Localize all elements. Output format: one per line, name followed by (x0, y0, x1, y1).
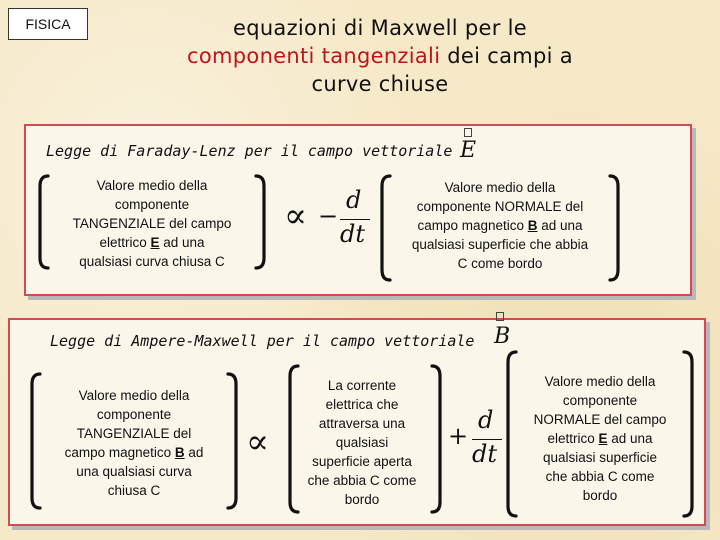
left-bracket-icon (36, 174, 50, 270)
left-bracket-icon (28, 372, 42, 510)
operator-sign: + (448, 422, 469, 450)
faraday-left-text (52, 176, 252, 271)
text-line: componente (562, 393, 638, 408)
text-line: Valore medio della (444, 180, 556, 195)
minus-time-derivative (318, 186, 378, 250)
text-fragment: campo magnetico (417, 218, 528, 233)
text-line (390, 216, 610, 235)
text-line (514, 429, 686, 448)
text-line: bordo (344, 492, 380, 507)
ampere-panel (8, 318, 706, 526)
right-bracket-icon (430, 364, 444, 514)
vector-b-label: B (527, 218, 538, 233)
text-line: TANGENZIALE del campo (72, 216, 232, 231)
ampere-vector-symbol: B (494, 324, 511, 349)
text-fragment: ad una (537, 218, 583, 233)
text-line: attraversa una (318, 416, 406, 431)
plus-time-derivative (448, 406, 508, 470)
text-fragment: ad una (607, 431, 653, 446)
proportional-symbol: ∝ (246, 422, 270, 462)
text-fragment: campo magnetico (64, 445, 175, 460)
subject-tag: FISICA (8, 8, 88, 40)
text-line: C come bordo (457, 256, 543, 271)
ampere-heading: Legge di Ampere-Maxwell per il campo vettoriale (50, 332, 475, 350)
text-line: La corrente (327, 378, 397, 393)
text-fragment: elettrico (547, 431, 599, 446)
faraday-heading: Legge di Faraday-Lenz per il campo vettoriale (46, 142, 453, 160)
text-line: superficie aperta (312, 454, 412, 469)
vector-b-label: B (174, 445, 185, 460)
text-line: qualsiasi superficie (542, 450, 658, 465)
text-line: TANGENZIALE del (76, 426, 192, 441)
text-fragment: ad (184, 445, 204, 460)
derivative-denominator: dt (472, 440, 498, 468)
vector-arrow-icon (464, 128, 472, 137)
text-fragment: ad una (159, 235, 205, 250)
vector-e-label: E (150, 235, 160, 250)
proportional-symbol: ∝ (284, 196, 308, 236)
right-bracket-icon (254, 174, 268, 270)
slide-title (150, 14, 610, 98)
derivative-denominator: dt (340, 220, 366, 248)
text-line: una qualsiasi curva (76, 464, 192, 479)
text-line: componente NORMALE del (416, 199, 584, 214)
faraday-panel (24, 124, 692, 296)
text-line: qualsiasi (335, 435, 389, 450)
text-line: componente (114, 197, 190, 212)
derivative-numerator: d (478, 406, 494, 434)
right-bracket-icon (608, 174, 622, 282)
text-line: chiusa C (107, 483, 161, 498)
title-line-1: equazioni di Maxwell per le (232, 16, 528, 40)
text-line (44, 443, 224, 462)
faraday-right-text (390, 178, 610, 273)
vector-e-label: E (598, 431, 608, 446)
text-line: qualsiasi curva chiusa C (79, 254, 225, 269)
right-bracket-icon (226, 372, 240, 510)
title-line-2 (150, 42, 610, 70)
text-line: che abbia C come (545, 469, 655, 484)
operator-sign: − (318, 202, 339, 230)
text-line (52, 233, 252, 252)
ampere-middle-text (294, 376, 430, 509)
text-line: NORMALE del campo (533, 412, 667, 427)
text-line: bordo (582, 488, 618, 503)
text-line: Valore medio della (544, 374, 656, 389)
text-line: che abbia C come (307, 473, 417, 488)
text-line: qualsiasi superficie che abbia (411, 237, 589, 252)
title-highlight: componenti tangenziali (187, 44, 441, 68)
title-line-3: curve chiuse (311, 72, 449, 96)
text-line: Valore medio della (96, 178, 208, 193)
ampere-left-text (44, 386, 224, 500)
text-line: Valore medio della (78, 388, 190, 403)
text-line: elettrica che (325, 397, 399, 412)
text-fragment: elettrico (99, 235, 151, 250)
derivative-numerator: d (346, 186, 362, 214)
vector-arrow-icon (496, 312, 504, 321)
faraday-vector-symbol: E (460, 138, 477, 163)
right-bracket-icon (682, 350, 696, 518)
text-line: componente (96, 407, 172, 422)
ampere-right-text (514, 372, 686, 505)
title-line-2-rest: dei campi a (440, 44, 573, 68)
